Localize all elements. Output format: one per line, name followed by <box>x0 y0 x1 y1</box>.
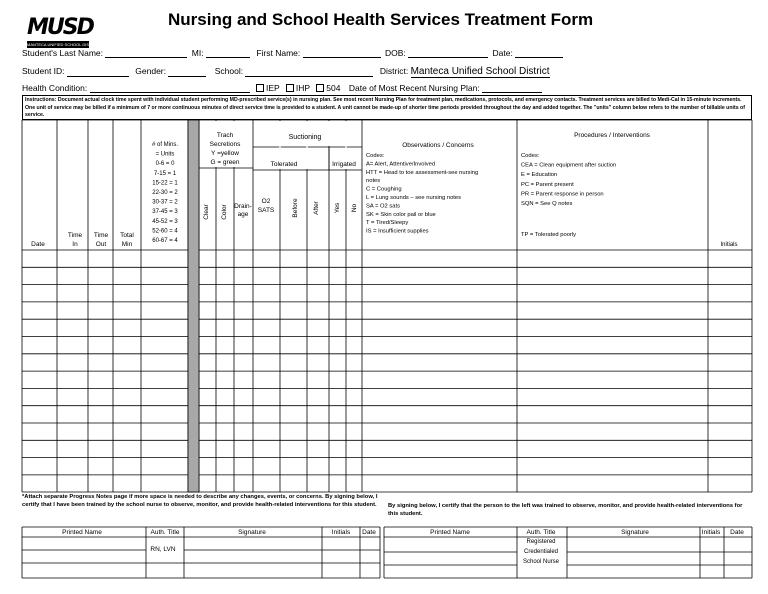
suctioning-header: Suctioning <box>288 134 322 141</box>
drainage-header-1: Drain- <box>234 203 252 210</box>
observation-code: HTT = Head to toe assessment-see nursing <box>366 169 479 176</box>
footer-date-left: Date <box>362 529 376 536</box>
time-in-header-2: In <box>72 241 78 248</box>
student-id-label: Student ID: <box>22 66 65 76</box>
units-line: 52-60 = 4 <box>152 228 178 235</box>
units-line: 22-30 = 2 <box>152 190 178 196</box>
observation-code: C = Coughing <box>366 186 402 193</box>
table-row[interactable] <box>22 337 752 354</box>
table-row[interactable] <box>22 423 752 440</box>
dob-label: DOB: <box>384 48 406 58</box>
units-line: 7-15 = 1 <box>153 170 177 177</box>
footer-auth-title-right: Auth. Title <box>526 529 556 536</box>
units-line: # of Mins. <box>151 142 179 148</box>
procedure-code: E = Education <box>521 172 558 179</box>
units-line: 37-45 = 3 <box>152 209 178 216</box>
procedures-header: Procedures / Interventions <box>574 132 650 139</box>
procedure-code: PC = Parent present <box>521 181 574 188</box>
table-row[interactable] <box>22 267 752 284</box>
trach-header-2: Secretions <box>209 141 241 148</box>
total-min-header-2: Min <box>121 241 133 248</box>
district-value: Manteca Unified School District <box>410 66 550 77</box>
auth-line-3: School Nurse <box>522 559 560 565</box>
footer-signature-right: Signature <box>621 529 649 536</box>
first-name-label: First Name: <box>256 48 301 58</box>
trach-header-4: G = green <box>210 159 240 166</box>
auth-line-1: Registered <box>526 539 556 545</box>
procedure-code: Codes: <box>521 153 540 159</box>
procedure-code: TP = Tolerated poorly <box>521 232 577 239</box>
o2sats-header-1: O2 <box>261 198 271 205</box>
o2sats-header-2: SATS <box>257 207 275 214</box>
color-header: Color <box>221 204 228 220</box>
trach-header-3: Y =yellow <box>211 150 239 157</box>
health-condition-label: Health Condition: <box>22 83 88 93</box>
rn-lvn-label: RN, LVN <box>150 546 176 553</box>
iep-label: IEP <box>265 83 280 93</box>
clear-header: Clear <box>203 204 210 220</box>
table-row[interactable] <box>22 475 752 492</box>
table-row[interactable] <box>22 354 752 371</box>
mi-label: MI: <box>191 48 204 58</box>
logo-band: MANTECA UNIFIED SCHOOL DISTRICT <box>27 42 101 47</box>
table-row[interactable] <box>22 440 752 457</box>
footer-initials-left: Initials <box>331 529 351 536</box>
units-line: = Units <box>155 151 175 158</box>
observation-code: SA = O2 sats <box>366 203 400 210</box>
date-header: Date <box>31 241 45 248</box>
units-line: 30-37 = 2 <box>152 199 178 206</box>
units-line: 45-52 = 3 <box>152 218 178 225</box>
units-line: 60-67 = 4 <box>152 238 178 244</box>
no-header: No <box>351 203 358 213</box>
observation-code: Codes: <box>366 153 385 159</box>
table-row[interactable] <box>22 388 752 405</box>
observation-code: IS = Insufficient supplies <box>366 228 429 235</box>
observation-code: T = Tired/Sleepy <box>366 220 409 227</box>
last-name-label: Student's Last Name: <box>22 48 103 58</box>
footer-printed-name-left: Printed Name <box>62 529 102 536</box>
table-row[interactable] <box>22 250 752 267</box>
table-row[interactable] <box>22 406 752 423</box>
observation-code: SK = Skin color pail or blue <box>366 211 436 218</box>
yes-header: Yes <box>334 202 341 214</box>
school-label: School: <box>214 66 244 76</box>
time-out-header-1: Time <box>93 232 109 239</box>
units-line: 0-6 = 0 <box>155 161 175 168</box>
district-label: District: <box>379 66 409 76</box>
504-label: 504 <box>326 83 341 93</box>
irrigated-header: Irrigated <box>332 161 356 168</box>
time-out-header-2: Out <box>95 241 107 248</box>
ihp-label: IHP <box>295 83 310 93</box>
drainage-header-2: age <box>237 211 249 218</box>
date-label: Date: <box>492 48 513 58</box>
footer-auth-title-left: Auth. Title <box>150 529 180 536</box>
footer-initials-right: Initials <box>701 529 721 536</box>
table-row[interactable] <box>22 302 752 319</box>
footer-printed-name-right: Printed Name <box>430 529 470 536</box>
time-in-header-1: Time <box>67 232 83 239</box>
observation-code: A= Alert, Attentive/Involved <box>366 161 436 168</box>
before-header: Before <box>292 198 299 218</box>
data-rows <box>22 250 752 492</box>
logo-letters: MUSD <box>27 15 93 40</box>
table-row[interactable] <box>22 458 752 475</box>
trach-header-1: Trach <box>216 132 234 139</box>
observation-code: L = Lung sounds – see nursing notes <box>366 195 462 201</box>
footer-right-note: By signing below, I certify that the person to the left was trained to observe, monitor, and provide health-related interventions for this student. <box>388 503 743 517</box>
page-title: Nursing and School Health Services Treatment Form <box>168 10 594 29</box>
footer-date-right: Date <box>730 529 744 536</box>
recent-plan-label: Date of Most Recent Nursing Plan: <box>348 83 480 93</box>
gender-label: Gender: <box>135 66 166 76</box>
procedure-code: CEA = Clean equipment after suction <box>521 162 617 169</box>
table-row[interactable] <box>22 371 752 388</box>
table-row[interactable] <box>22 319 752 336</box>
footer-left-note: *Attach separate Progress Notes page if more space is needed to describe any changes, events, or concerns. By signing below, I certify that I have been trained by the school nurse to observe, monitor, and provide health-related interventions for this student. <box>22 494 378 508</box>
observations-header: Observations / Concerns <box>402 142 474 149</box>
units-line: 15-22 = 1 <box>152 180 178 187</box>
tolerated-header: Tolerated <box>270 161 298 168</box>
procedure-code: PR = Parent response in person <box>521 191 604 198</box>
table-row[interactable] <box>22 285 752 302</box>
auth-line-2: Credentialed <box>523 549 559 555</box>
footer-signature-left: Signature <box>238 529 266 536</box>
total-min-header-1: Total <box>120 232 134 239</box>
procedure-code: SQN = See Q notes <box>521 201 573 207</box>
observation-code: notes <box>366 178 381 185</box>
after-header: After <box>313 201 320 215</box>
initials-header: Initials <box>720 242 738 248</box>
instructions: Instructions: Document actual clock time spent with individual student performing MD-prescribed service(s) in nursing plan. See most recent Nursing Plan for treatment plan, medications, protocols, and emergency contacts. Treatment services are billed to Medi-Cal in 15-minute increments. One unit of service may be billed if a minimum of 7 or more continuous minutes of direct service time is provided to a student. A unit cannot be made-up of shorter time periods provided throughout the day and added together. The "units" column below refers to the number of billable units of service. <box>22 95 752 120</box>
